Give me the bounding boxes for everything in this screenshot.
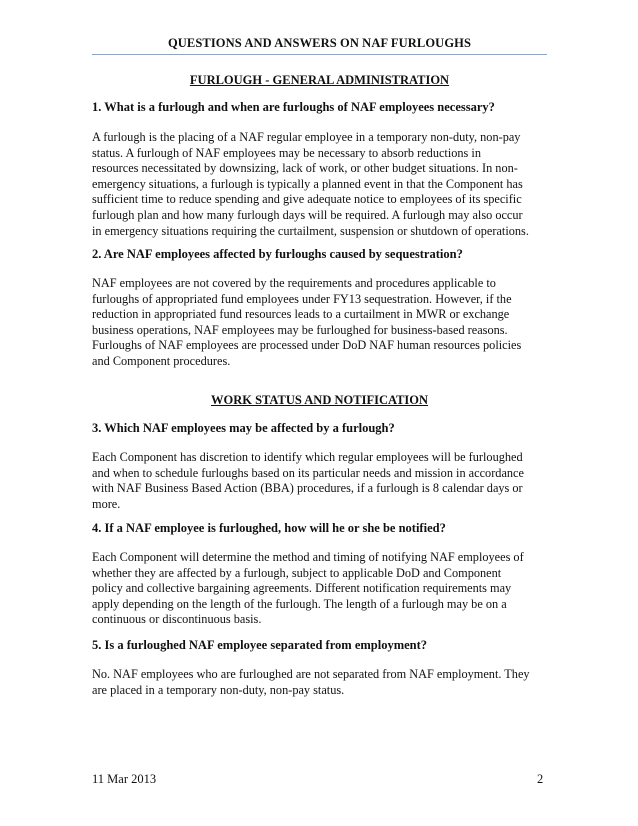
answer-line: whether they are affected by a furlough, subject to applicable DoD and Component: [92, 565, 502, 580]
answer-line: sufficient time to reduce spending and give adequate notice to employees of its specific: [92, 192, 522, 207]
answer-3: [92, 450, 544, 512]
answer-line: in emergency situations requiring the curtailment, suspension or shutdown of operations.: [92, 223, 529, 238]
answer-line: reduction in appropriated fund resources leads to a curtailment in MWR or exchange: [92, 307, 510, 322]
section-heading-work-status: WORK STATUS AND NOTIFICATION: [210, 393, 429, 407]
answer-line: with NAF Business Based Action (BBA) procedures, if a furlough is 8 calendar days or: [92, 481, 523, 496]
question-1: 1. What is a furlough and when are furloughs of NAF employees necessary?: [92, 100, 495, 114]
answer-line: business operations, NAF employees may be furloughed for business-based reasons.: [92, 322, 508, 337]
answer-1: [92, 130, 544, 239]
answer-line: furlough plan and how many furlough days will be required. A furlough may also occur: [92, 207, 523, 222]
page-header-title: QUESTIONS AND ANSWERS ON NAF FURLOUGHS: [167, 36, 472, 50]
section-heading-general-administration: FURLOUGH - GENERAL ADMINISTRATION: [189, 73, 450, 87]
answer-line: Furloughs of NAF employees are processed under DoD NAF human resources policies: [92, 338, 522, 353]
answer-line: furloughs of appropriated fund employees under FY13 sequestration. However, if the: [92, 291, 512, 306]
header-divider: [92, 54, 547, 55]
answer-line: continuous or discontinuous basis.: [92, 612, 262, 627]
footer-page-number: 2: [537, 772, 544, 786]
answer-line: A furlough is the placing of a NAF regular employee in a temporary non-duty, non-pay: [92, 130, 521, 144]
question-5: 5. Is a furloughed NAF employee separated from employment?: [92, 638, 428, 652]
answer-line: more.: [92, 496, 121, 511]
answer-line: NAF employees are not covered by the requirements and procedures applicable to: [92, 276, 496, 290]
answer-line: apply depending on the length of the furlough. The length of a furlough may be on a: [92, 596, 507, 611]
question-4: 4. If a NAF employee is furloughed, how will he or she be notified?: [92, 521, 446, 535]
answer-line: No. NAF employees who are furloughed are not separated from NAF employment. They: [92, 667, 530, 681]
question-2: 2. Are NAF employees affected by furloughs caused by sequestration?: [92, 247, 463, 261]
answer-5: [92, 667, 544, 698]
answer-line: status. A furlough of NAF employees may be necessary to absorb reductions in: [92, 145, 481, 160]
answer-4: [92, 550, 544, 628]
answer-line: are placed in a temporary non-duty, non-pay status.: [92, 682, 345, 697]
answer-2: [92, 276, 544, 370]
answer-line: resources necessitated by downsizing, lack of work, or other budget situations. In non-: [92, 161, 518, 176]
answer-line: and Component procedures.: [92, 353, 231, 368]
footer-date: 11 Mar 2013: [92, 772, 157, 786]
answer-line: Each Component has discretion to identify which regular employees will be furloughed: [92, 450, 523, 464]
answer-line: emergency situations, a furlough is typically a planned event in that the Component has: [92, 176, 523, 191]
answer-line: Each Component will determine the method and timing of notifying NAF employees of: [92, 550, 524, 564]
answer-line: and when to schedule furloughs based on its particular needs and mission in accordance: [92, 465, 524, 480]
question-3: 3. Which NAF employees may be affected by a furlough?: [92, 421, 395, 435]
answer-line: policy and collective bargaining agreements. Different notification requirements may: [92, 581, 512, 596]
